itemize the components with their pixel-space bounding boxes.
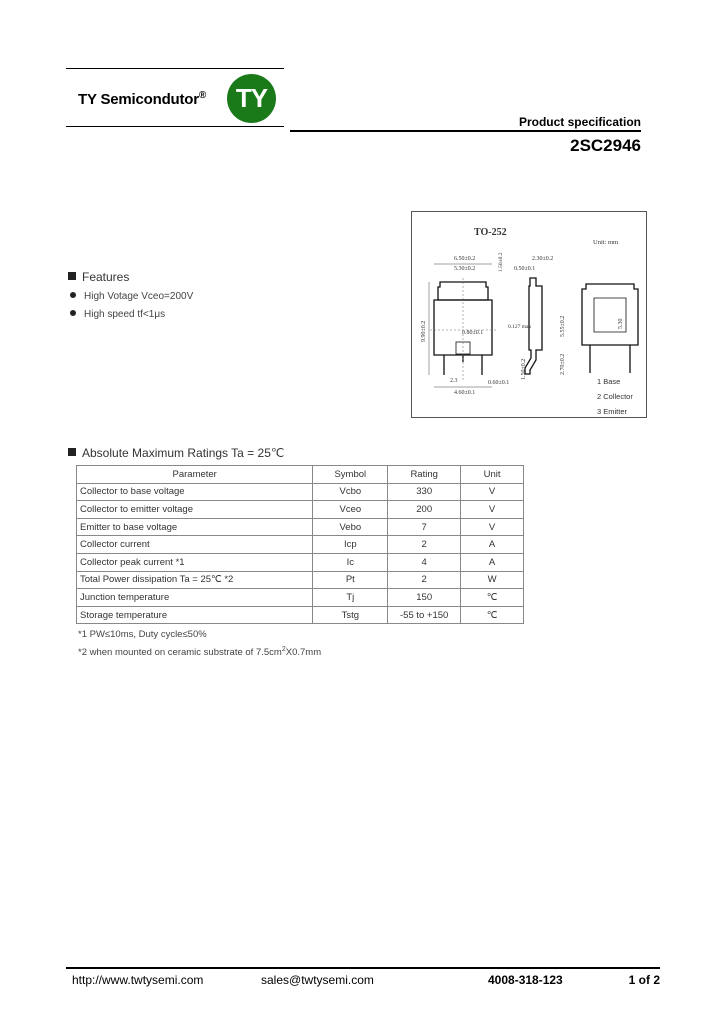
ratings-title-text: Absolute Maximum Ratings Ta = 25℃ <box>82 446 285 460</box>
feature-item-text: High speed tf<1μs <box>84 309 166 320</box>
dim-d8: 0.127 max <box>508 324 532 330</box>
cell-unit: V <box>461 501 524 519</box>
cell-symbol: Pt <box>313 571 388 589</box>
features-title-text: Features <box>82 270 130 284</box>
cell-unit: A <box>461 553 524 571</box>
cell-parameter: Total Power dissipation Ta = 25℃ *2 <box>77 571 313 589</box>
cell-parameter: Collector to emitter voltage <box>77 501 313 519</box>
footnote-2 <box>78 646 321 658</box>
dim-d15: 5.30 <box>618 318 624 329</box>
feature-item <box>70 309 165 320</box>
header-bottom-rule <box>66 126 284 127</box>
footer-rule <box>66 967 660 969</box>
square-bullet-icon <box>68 448 76 456</box>
spec-label: Product specification <box>518 115 641 129</box>
cell-unit: V <box>461 518 524 536</box>
square-bullet-icon <box>68 272 76 280</box>
header-top-rule <box>66 68 284 69</box>
pin-3-label: 3 Emitter <box>597 407 628 416</box>
dim-d9: 5.55±0.2 <box>560 315 566 337</box>
table-row <box>77 553 524 571</box>
spec-rule <box>290 130 641 132</box>
part-number: 2SC2946 <box>570 136 641 155</box>
table-row <box>77 518 524 536</box>
table-row <box>77 501 524 519</box>
cell-symbol: Ic <box>313 553 388 571</box>
dim-d2: 5.30±0.2 <box>454 266 476 272</box>
email-link[interactable]: sales@twtysemi.com <box>261 973 374 987</box>
column-header-symbol: Symbol <box>313 466 388 484</box>
cell-symbol: Vebo <box>313 518 388 536</box>
dim-d13: 1.50±0.2 <box>521 358 527 380</box>
cell-unit: V <box>461 483 524 501</box>
ratings-heading <box>68 446 284 460</box>
package-name: TO-252 <box>474 227 507 238</box>
features-heading <box>68 270 129 284</box>
cell-symbol: Tstg <box>313 606 388 624</box>
dim-d5: 0.50±0.1 <box>514 266 536 272</box>
dim-d1: 6.50±0.2 <box>454 256 476 262</box>
dim-d11: 0.60±0.1 <box>488 380 510 386</box>
cell-unit: A <box>461 536 524 554</box>
feature-item-text: High Votage Vceo=200V <box>84 291 194 302</box>
dim-d6: 9.90±0.2 <box>421 320 427 342</box>
bullet-icon <box>70 310 76 316</box>
cell-rating: 150 <box>388 589 461 607</box>
cell-symbol: Icp <box>313 536 388 554</box>
dim-d14: 2.70±0.2 <box>560 353 566 375</box>
page-number: 1 of 2 <box>628 973 660 987</box>
dim-d3: 1.50±0.2 <box>498 252 504 272</box>
table-row <box>77 536 524 554</box>
ratings-table <box>76 465 524 624</box>
cell-unit: W <box>461 571 524 589</box>
cell-unit: ℃ <box>461 589 524 607</box>
package-body-back <box>582 284 638 345</box>
cell-parameter: Collector current <box>77 536 313 554</box>
cell-rating: 7 <box>388 518 461 536</box>
cell-rating: 2 <box>388 536 461 554</box>
cell-rating: -55 to +150 <box>388 606 461 624</box>
unit-label: Unit: mm <box>593 239 619 246</box>
dim-d7: 0.80±0.1 <box>462 330 484 336</box>
brand-name-text: TY Semicondutor <box>78 91 199 108</box>
package-drawing-box <box>411 211 647 418</box>
table-header-row <box>77 466 524 484</box>
cell-parameter: Storage temperature <box>77 606 313 624</box>
table-row <box>77 589 524 607</box>
pin-2-label: 2 Collector <box>597 392 633 401</box>
feature-item <box>70 291 193 302</box>
website-link[interactable]: http://www.twtysemi.com <box>72 973 204 987</box>
cell-symbol: Tj <box>313 589 388 607</box>
cell-rating: 2 <box>388 571 461 589</box>
bullet-icon <box>70 292 76 298</box>
cell-symbol: Vceo <box>313 501 388 519</box>
cell-rating: 330 <box>388 483 461 501</box>
cell-parameter: Junction temperature <box>77 589 313 607</box>
package-outline-drawing <box>412 212 646 417</box>
footnote-1: *1 PW≤10ms, Duty cycle≤50% <box>78 629 207 640</box>
registered-mark: ® <box>198 90 207 101</box>
cell-parameter: Emitter to base voltage <box>77 518 313 536</box>
dim-d10: 2.3 <box>450 378 458 384</box>
cell-rating: 200 <box>388 501 461 519</box>
dim-d12: 4.60±0.1 <box>454 390 476 396</box>
cell-symbol: Vcbo <box>313 483 388 501</box>
brand-name <box>78 90 206 108</box>
table-row <box>77 483 524 501</box>
footnote-2-suffix: X0.7mm <box>285 647 322 659</box>
cell-unit: ℃ <box>461 606 524 624</box>
pin-1-label: 1 Base <box>597 377 621 386</box>
cell-parameter: Collector peak current *1 <box>77 553 313 571</box>
cell-rating: 4 <box>388 553 461 571</box>
phone-number: 4008-318-123 <box>488 973 563 987</box>
column-header-rating: Rating <box>388 466 461 484</box>
column-header-parameter: Parameter <box>77 466 313 484</box>
dim-d4: 2.30±0.2 <box>532 256 554 262</box>
footnote-2-text: *2 when mounted on ceramic substrate of 7.5cm <box>78 647 282 659</box>
cell-parameter: Collector to base voltage <box>77 483 313 501</box>
table-row <box>77 571 524 589</box>
footnote-2-superscript: 2 <box>281 646 286 653</box>
table-row <box>77 606 524 624</box>
column-header-unit: Unit <box>461 466 524 484</box>
ty-logo: TY <box>227 74 276 123</box>
